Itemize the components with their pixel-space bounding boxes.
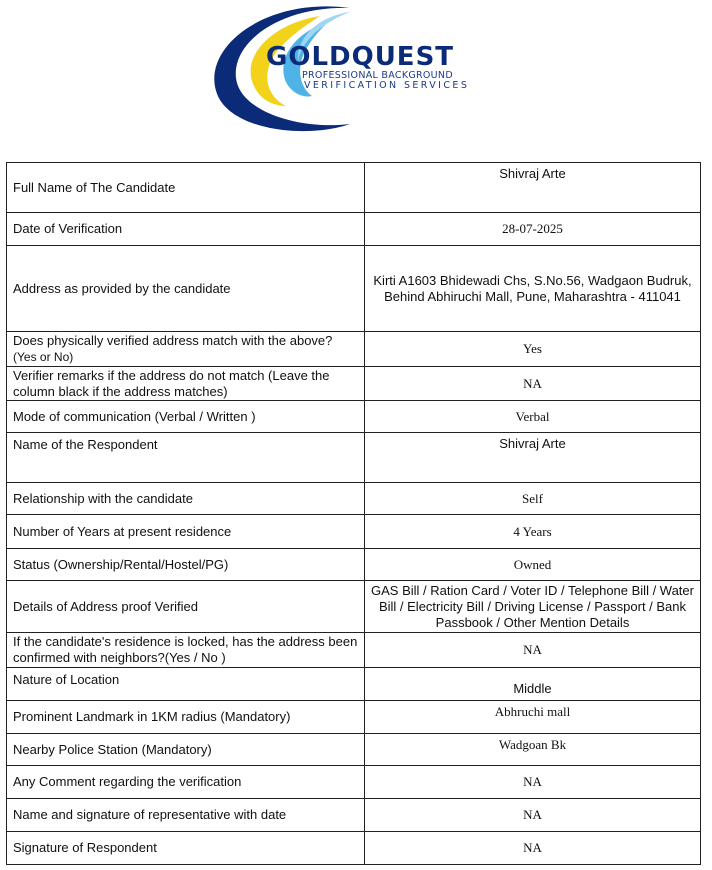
row-label-verifier-remarks: Verifier remarks if the address do not match (Leave the column black if the address matches) [7, 367, 365, 401]
goldquest-logo [200, 2, 520, 134]
logo-name: GOLDQUEST [266, 42, 455, 72]
row-value-landmark: Abhruchi mall [365, 701, 701, 734]
row-label-years-at-residence: Number of Years at present residence [7, 515, 365, 549]
table-row [7, 581, 701, 633]
logo-tagline-line2: VERIFICATION SERVICES [304, 80, 470, 91]
row-label-full-name: Full Name of The Candidate [7, 163, 365, 213]
row-label-address-match [7, 332, 365, 367]
table-row [7, 367, 701, 401]
table-row [7, 483, 701, 515]
row-label-representative-signature: Name and signature of representative with date [7, 799, 365, 832]
row-value-respondent-name: Shivraj Arte [365, 433, 701, 483]
row-value-address: Kirti A1603 Bhidewadi Chs, S.No.56, Wadgaon Budruk, Behind Abhiruchi Mall, Pune, Maharashtra - 411041 [365, 246, 701, 332]
row-label-police-station: Nearby Police Station (Mandatory) [7, 734, 365, 766]
row-value-any-comment: NA [365, 766, 701, 799]
row-value-status: Owned [365, 549, 701, 581]
table-row [7, 246, 701, 332]
row-value-relationship: Self [365, 483, 701, 515]
table-row [7, 332, 701, 367]
table-row [7, 832, 701, 865]
table-row [7, 799, 701, 832]
row-label-landmark: Prominent Landmark in 1KM radius (Mandatory) [7, 701, 365, 734]
row-value-representative-signature: NA [365, 799, 701, 832]
table-row [7, 401, 701, 433]
row-label-respondent-signature: Signature of Respondent [7, 832, 365, 865]
table-row [7, 433, 701, 483]
row-value-residence-locked: NA [365, 633, 701, 668]
row-label-address: Address as provided by the candidate [7, 246, 365, 332]
row-label-address-proof: Details of Address proof Verified [7, 581, 365, 633]
table-row [7, 549, 701, 581]
row-value-address-match: Yes [365, 332, 701, 367]
row-value-verifier-remarks: NA [365, 367, 701, 401]
table-row [7, 213, 701, 246]
table-row [7, 515, 701, 549]
row-label-relationship: Relationship with the candidate [7, 483, 365, 515]
row-value-years-at-residence: 4 Years [365, 515, 701, 549]
row-label-status: Status (Ownership/Rental/Hostel/PG) [7, 549, 365, 581]
table-row [7, 163, 701, 213]
table-row [7, 734, 701, 766]
row-value-nature-of-location: Middle [365, 668, 701, 701]
address-match-note: (Yes or No) [13, 350, 74, 364]
address-match-question: Does physically verified address match with the above? [13, 333, 333, 348]
table-row [7, 668, 701, 701]
row-value-respondent-signature: NA [365, 832, 701, 865]
row-label-residence-locked: If the candidate's residence is locked, has the address been confirmed with neighbors?(Yes / No ) [7, 633, 365, 668]
table-row [7, 633, 701, 668]
row-label-date-of-verification: Date of Verification [7, 213, 365, 246]
table-row [7, 766, 701, 799]
row-label-nature-of-location: Nature of Location [7, 668, 365, 701]
table-row [7, 701, 701, 734]
row-value-address-proof: GAS Bill / Ration Card / Voter ID / Telephone Bill / Water Bill / Electricity Bill / Driving License / Passport / Bank Passbook / Other Mention Details [365, 581, 701, 633]
verification-report-table [6, 162, 701, 865]
row-value-full-name: Shivraj Arte [365, 163, 701, 213]
row-label-mode-of-communication: Mode of communication (Verbal / Written ) [7, 401, 365, 433]
row-value-mode-of-communication: Verbal [365, 401, 701, 433]
row-value-date-of-verification: 28-07-2025 [365, 213, 701, 246]
row-value-police-station: Wadgoan Bk [365, 734, 701, 766]
logo-tagline-line1: PROFESSIONAL BACKGROUND [302, 70, 453, 81]
row-label-respondent-name: Name of the Respondent [7, 433, 365, 483]
row-label-any-comment: Any Comment regarding the verification [7, 766, 365, 799]
